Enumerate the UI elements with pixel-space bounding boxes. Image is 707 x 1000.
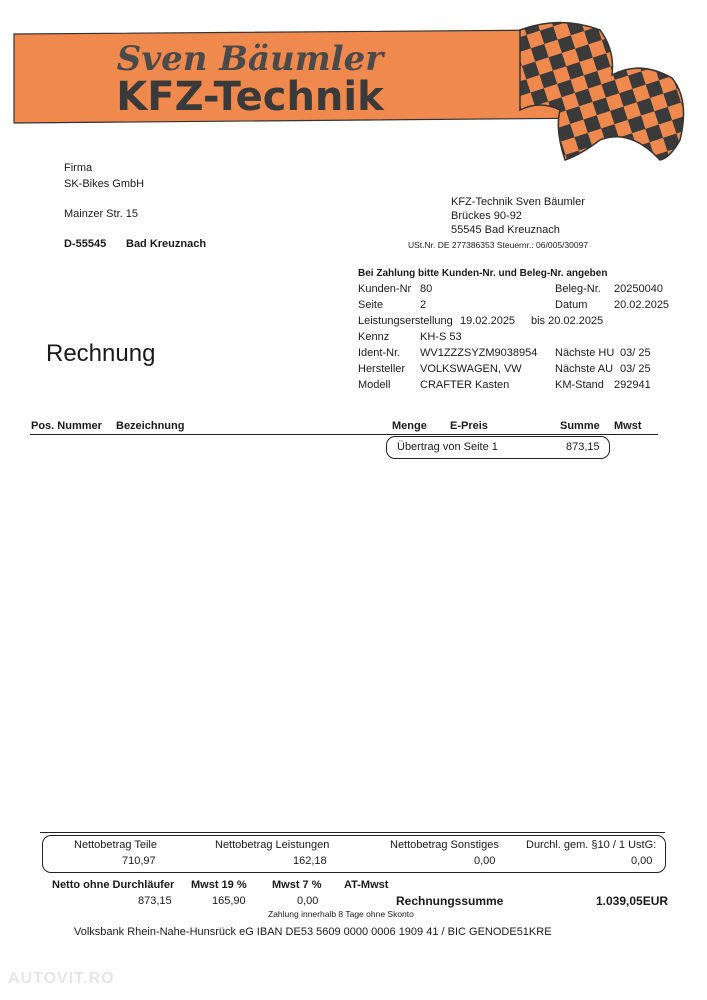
company-banner bbox=[0, 0, 707, 170]
header-pos: Pos. Nummer bbox=[31, 420, 102, 432]
header-summe: Summe bbox=[560, 420, 600, 432]
recipient-line1: Firma bbox=[64, 162, 93, 174]
payment-notice: Bei Zahlung bitte Kunden-Nr. und Beleg-Nr. angeben bbox=[358, 268, 608, 279]
header-menge: Menge bbox=[392, 420, 427, 432]
totals-rule bbox=[40, 832, 665, 833]
leistungen-label: Nettobetrag Leistungen bbox=[215, 839, 330, 851]
seite-label: Seite bbox=[358, 299, 384, 311]
beleg-value: 20250040 bbox=[614, 283, 663, 295]
recipient-city: Bad Kreuznach bbox=[126, 238, 207, 250]
checkered-flag-icon bbox=[520, 23, 684, 161]
leistung-from: 19.02.2025 bbox=[460, 315, 516, 327]
rechnungssumme-value: 1.039,05EUR bbox=[596, 894, 669, 908]
seite-value: 2 bbox=[420, 299, 427, 311]
document-title: Rechnung bbox=[46, 340, 156, 367]
sender-city: 55545 Bad Kreuznach bbox=[451, 224, 560, 236]
hu-value: 03/ 25 bbox=[620, 347, 651, 359]
mwst7-value: 0,00 bbox=[297, 895, 319, 907]
modell-value: CRAFTER Kasten bbox=[420, 379, 510, 391]
datum-label: Datum bbox=[555, 299, 588, 311]
leistung-label: Leistungserstellung bbox=[358, 315, 453, 327]
datum-value: 20.02.2025 bbox=[614, 299, 670, 311]
mwst19-label: Mwst 19 % bbox=[191, 879, 247, 891]
modell-label: Modell bbox=[358, 379, 391, 391]
kennz-value: KH-S 53 bbox=[420, 331, 462, 343]
sender-name: KFZ-Technik Sven Bäumler bbox=[451, 196, 585, 208]
sonstiges-value: 0,00 bbox=[474, 855, 496, 867]
au-label: Nächste AU bbox=[555, 363, 614, 375]
au-value: 03/ 25 bbox=[620, 363, 651, 375]
recipient-street: Mainzer Str. 15 bbox=[64, 208, 138, 220]
recipient-company: SK-Bikes GmbH bbox=[64, 178, 145, 190]
beleg-label: Beleg-Nr. bbox=[555, 283, 601, 295]
netto-label: Netto ohne Durchläufer bbox=[52, 879, 175, 891]
hersteller-label: Hersteller bbox=[358, 363, 406, 375]
hu-label: Nächste HU bbox=[555, 347, 615, 359]
kunden-label: Kunden-Nr bbox=[358, 283, 412, 295]
carry-over-label: Übertrag von Seite 1 bbox=[397, 441, 498, 453]
recipient-postal: D-55545 bbox=[64, 238, 107, 250]
km-value: 292941 bbox=[614, 379, 651, 391]
sonstiges-label: Nettobetrag Sonstiges bbox=[390, 839, 499, 851]
durchl-label: Durchl. gem. §10 / 1 UstG: bbox=[526, 839, 657, 851]
owner-name: Sven Bäumler bbox=[116, 39, 384, 79]
rechnungssumme-label: Rechnungssumme bbox=[396, 894, 504, 908]
header-bezeichnung: Bezeichnung bbox=[116, 420, 185, 432]
durchl-value: 0,00 bbox=[631, 855, 653, 867]
ident-value: WV1ZZZSYZM9038954 bbox=[420, 347, 538, 359]
netto-value: 873,15 bbox=[138, 895, 172, 907]
ident-label: Ident-Nr. bbox=[358, 347, 401, 359]
km-label: KM-Stand bbox=[555, 379, 604, 391]
leistung-to: bis 20.02.2025 bbox=[531, 315, 604, 327]
mwst7-label: Mwst 7 % bbox=[272, 879, 322, 891]
teile-value: 710,97 bbox=[122, 855, 156, 867]
kunden-value: 80 bbox=[420, 283, 433, 295]
sender-street: Brückes 90-92 bbox=[451, 210, 522, 222]
header-epreis: E-Preis bbox=[450, 420, 488, 432]
teile-label: Nettobetrag Teile bbox=[74, 839, 157, 851]
company-title: KFZ-Technik bbox=[116, 74, 384, 120]
kennz-label: Kennz bbox=[358, 331, 390, 343]
watermark: AUTOVIT.RO bbox=[8, 970, 115, 987]
carry-over-value: 873,15 bbox=[566, 441, 600, 453]
mwst19-value: 165,90 bbox=[212, 895, 246, 907]
hersteller-value: VOLKSWAGEN, VW bbox=[420, 363, 522, 375]
leistungen-value: 162,18 bbox=[293, 855, 327, 867]
atmwst-label: AT-Mwst bbox=[344, 879, 389, 891]
header-mwst: Mwst bbox=[614, 420, 642, 432]
payment-terms: Zahlung innerhalb 8 Tage ohne Skonto bbox=[268, 909, 414, 919]
bank-details: Volksbank Rhein-Nahe-Hunsrück eG IBAN DE53 5609 0000 0006 1909 41 / BIC GENODE51KRE bbox=[74, 926, 552, 938]
sender-tax: USt.Nr. DE 277386353 Steuernr.: 06/005/30097 bbox=[408, 240, 589, 250]
